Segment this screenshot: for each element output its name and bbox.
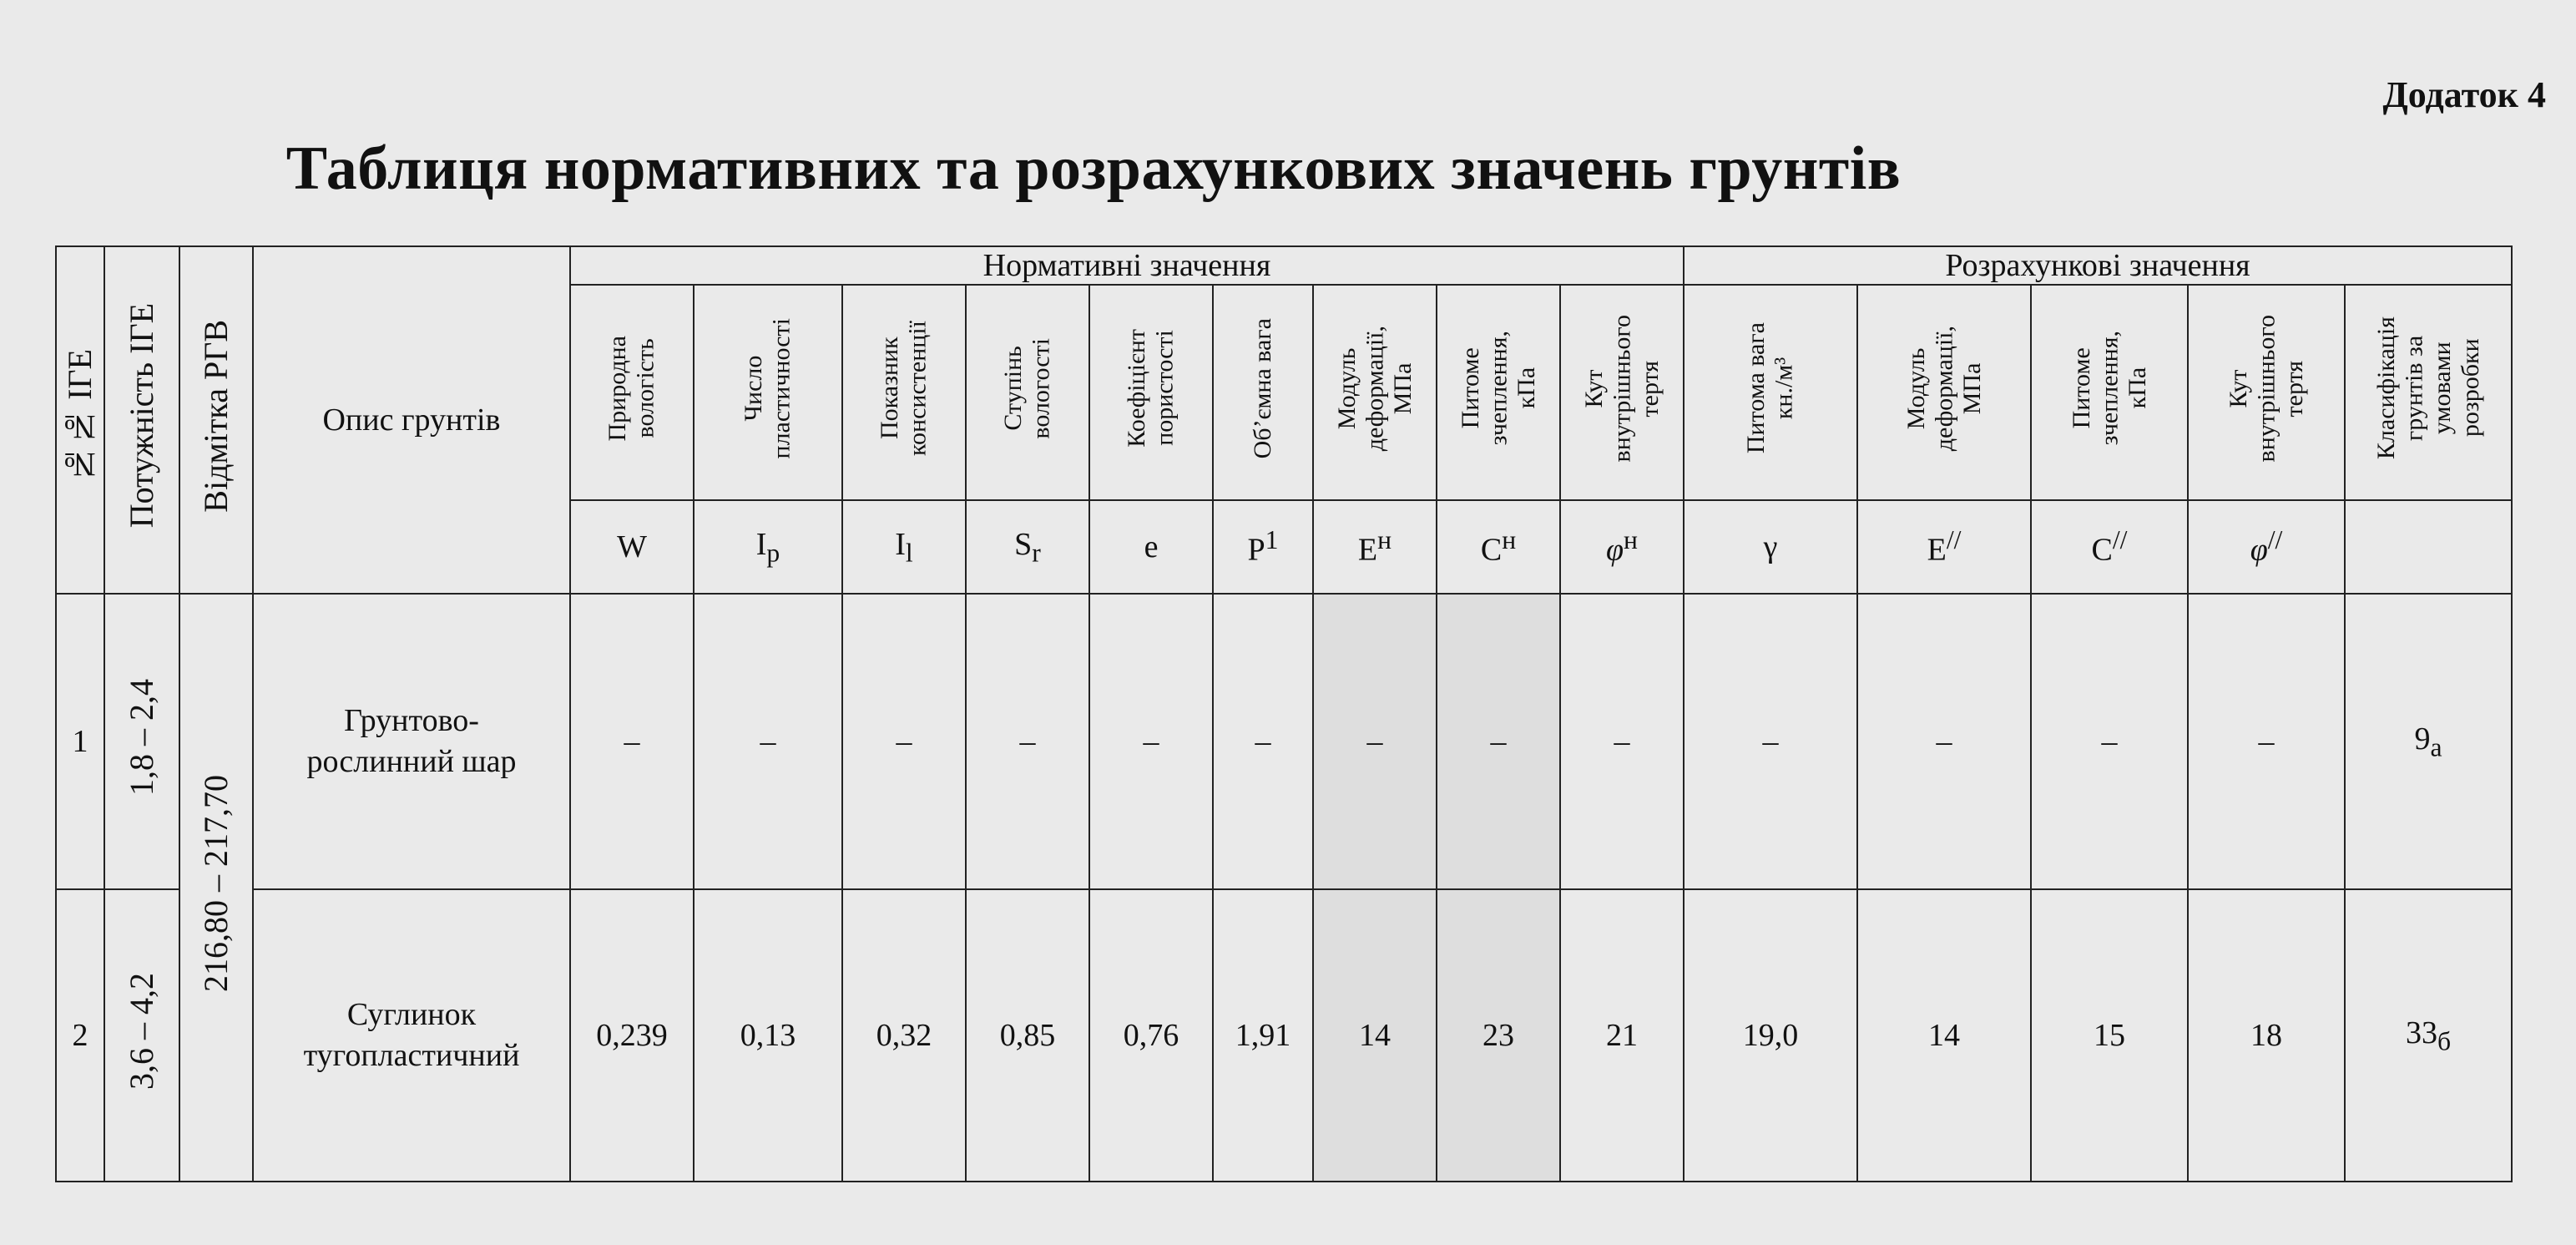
col-header [570, 285, 694, 500]
symbol: P [1247, 532, 1265, 568]
col-header-text: Модуль деформації, МПа [1332, 325, 1417, 452]
symbol: C [2091, 532, 2113, 568]
symbol-cell [1684, 500, 1857, 594]
col-header-text: Питома вага кн./м³ [1742, 322, 1798, 454]
symbol-sup: // [1946, 525, 1962, 555]
symbol-cell [842, 500, 966, 594]
value-cell: 1,91 [1213, 889, 1313, 1182]
col-header-text: Природна вологість [604, 335, 659, 442]
symbol-cell [1213, 500, 1313, 594]
header-thickness [104, 246, 179, 594]
col-header [842, 285, 966, 500]
value-cell: – [1313, 594, 1437, 889]
symbol-cell [1089, 500, 1213, 594]
col-header-text: Модуль деформації, МПа [1902, 325, 1986, 452]
symbol: W [617, 529, 647, 564]
col-header [966, 285, 1089, 500]
symbol-cell [2345, 500, 2512, 594]
symbol: E [1927, 532, 1947, 568]
header-level-text: Відмітка РГВ [197, 319, 235, 513]
symbol-cell [570, 500, 694, 594]
header-description: Опис грунтів [253, 246, 570, 594]
symbol-sup: // [2112, 525, 2128, 555]
value-cell: 18 [2188, 889, 2345, 1182]
value-cell: – [1560, 594, 1684, 889]
value-cell: – [1437, 594, 1560, 889]
value-cell: – [1857, 594, 2031, 889]
col-header [2031, 285, 2188, 500]
symbol-cell [966, 500, 1089, 594]
col-header [1437, 285, 1560, 500]
value-cell: 0,32 [842, 889, 966, 1182]
symbol: φ [1606, 532, 1624, 568]
symbol: S [1014, 526, 1033, 562]
value-cell: 19,0 [1684, 889, 1857, 1182]
symbol: φ [2250, 532, 2268, 568]
header-number [56, 246, 104, 594]
row-thickness-text: 3,6 – 4,2 [123, 973, 160, 1090]
col-header [1213, 285, 1313, 500]
page-title: Таблиця нормативних та розрахункових значень грунтів [285, 134, 1902, 203]
col-header [2345, 285, 2512, 500]
symbol-cell [1437, 500, 1560, 594]
col-header-text: Кут внутрішнього тертя [2224, 314, 2308, 463]
row-thickness-text: 1,8 – 2,4 [123, 679, 160, 796]
header-number-text: №№ ІГЕ [61, 348, 98, 483]
classification-sub: а [2430, 732, 2442, 762]
symbol-sup: 1 [1265, 525, 1279, 555]
symbol-sup: // [2267, 525, 2283, 555]
value-cell: – [570, 594, 694, 889]
value-cell: – [1213, 594, 1313, 889]
symbol-cell [2188, 500, 2345, 594]
classification-sub: б [2437, 1026, 2452, 1056]
value-cell: 14 [1313, 889, 1437, 1182]
classification-cell [2345, 889, 2512, 1182]
symbol-sup: н [1502, 525, 1517, 555]
value-cell: 0,239 [570, 889, 694, 1182]
value-cell: 0,76 [1089, 889, 1213, 1182]
header-level [179, 246, 253, 594]
symbol-cell [694, 500, 842, 594]
col-header-text: Об’ємна вага [1249, 317, 1277, 459]
symbol: e [1144, 529, 1159, 564]
col-header-text: Показник консистенції [876, 321, 932, 456]
symbol-cell [1560, 500, 1684, 594]
symbol: I [755, 526, 767, 562]
value-cell: – [1684, 594, 1857, 889]
col-header-text: Коефіцієнт пористості [1123, 329, 1179, 448]
value-cell: – [966, 594, 1089, 889]
row-description: Суглинок тугопластичний [253, 889, 570, 1182]
classification-cell [2345, 594, 2512, 889]
symbol-cell [1857, 500, 2031, 594]
row-thickness [104, 889, 179, 1182]
group-normative: Нормативні значення [570, 246, 1684, 285]
addendum-label: Додаток 4 [2382, 74, 2546, 115]
soil-table [55, 245, 2513, 1182]
value-cell: 14 [1857, 889, 2031, 1182]
symbol-sub: r [1032, 538, 1041, 568]
table-row [56, 594, 2512, 889]
header-thickness-text: Потужність ІГЕ [123, 303, 160, 529]
symbol-cell [2031, 500, 2188, 594]
symbol-sub: p [766, 538, 780, 568]
level-text: 216,80 – 217,70 [197, 775, 235, 992]
col-header-text: Число пластичності [740, 317, 796, 459]
col-header [1313, 285, 1437, 500]
classification: 33 [2405, 1015, 2437, 1050]
col-header-text: Питоме зчеплення, кПа [1456, 331, 1540, 446]
symbol: γ [1763, 529, 1778, 564]
classification: 9 [2414, 721, 2431, 757]
col-header [2188, 285, 2345, 500]
row-number: 2 [56, 889, 104, 1182]
col-header-text: Ступінь вологості [999, 337, 1055, 439]
symbol-sup: н [1624, 525, 1638, 555]
value-cell: – [842, 594, 966, 889]
table-row [56, 889, 2512, 1182]
row-thickness [104, 594, 179, 889]
value-cell: – [2188, 594, 2345, 889]
row-description: Грунтово- рослинний шар [253, 594, 570, 889]
col-header [1089, 285, 1213, 500]
symbol-sub: l [905, 538, 913, 568]
col-header [1857, 285, 2031, 500]
symbol: C [1480, 532, 1503, 568]
group-design: Розрахункові значення [1684, 246, 2512, 285]
value-cell: – [2031, 594, 2188, 889]
col-header [1684, 285, 1857, 500]
col-header-text: Питоме зчеплення, кПа [2067, 331, 2151, 446]
value-cell: – [1089, 594, 1213, 889]
value-cell: 0,13 [694, 889, 842, 1182]
row-number: 1 [56, 594, 104, 889]
col-header-text: Класифікація грунтів за умовами розробки [2371, 316, 2484, 460]
col-header-text: Кут внутрішнього тертя [1579, 314, 1664, 463]
group-header-row [56, 246, 2512, 285]
symbol: I [895, 526, 906, 562]
level-cell [179, 594, 253, 1182]
value-cell: 0,85 [966, 889, 1089, 1182]
value-cell: 21 [1560, 889, 1684, 1182]
col-header [1560, 285, 1684, 500]
value-cell: – [694, 594, 842, 889]
symbol-cell [1313, 500, 1437, 594]
symbol-sup: н [1377, 525, 1392, 555]
value-cell: 15 [2031, 889, 2188, 1182]
col-header [694, 285, 842, 500]
value-cell: 23 [1437, 889, 1560, 1182]
symbol: E [1357, 532, 1378, 568]
